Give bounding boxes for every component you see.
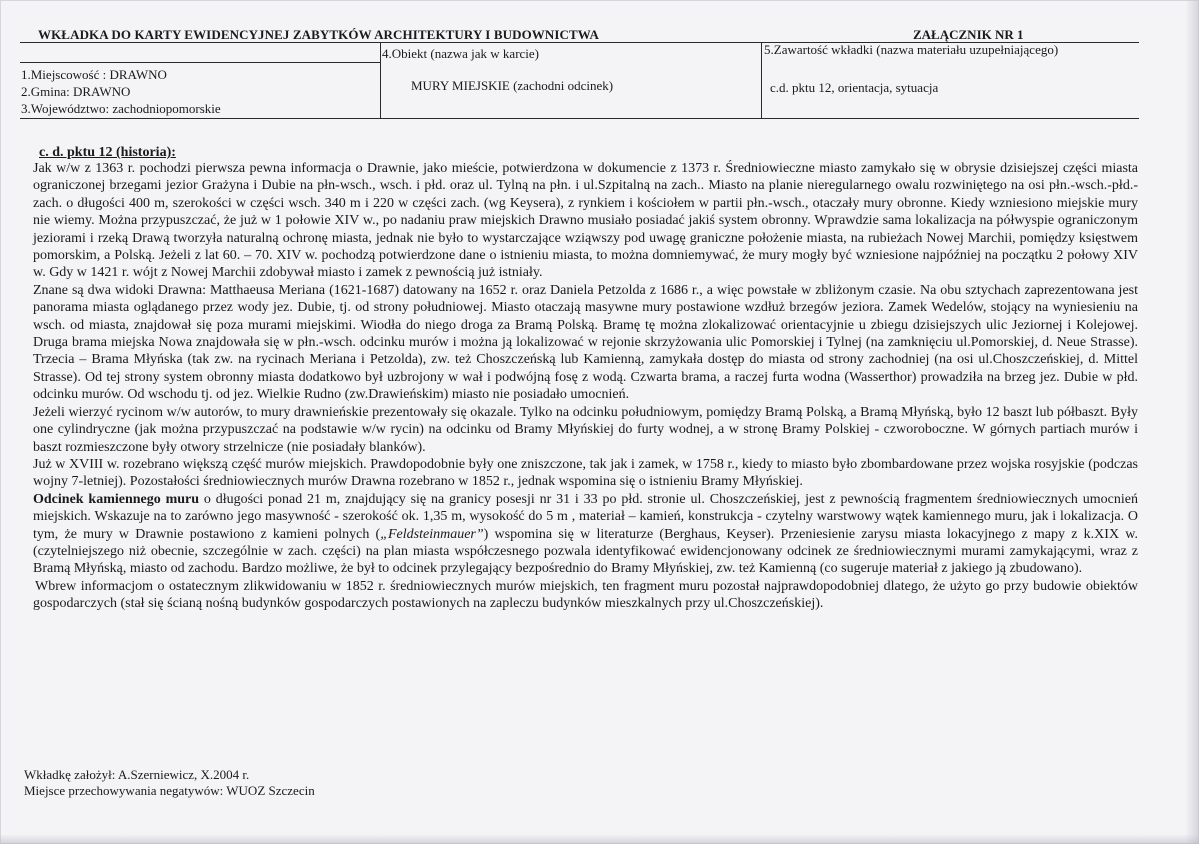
table-bottom-rule bbox=[20, 118, 1139, 119]
section-heading: c. d. pktu 12 (historia): bbox=[39, 145, 176, 160]
location-town: 1.Miejscowość : DRAWNO bbox=[21, 67, 167, 82]
paper-edge-shade bbox=[1185, 0, 1199, 844]
document-title: WKŁADKA DO KARTY EWIDENCYJNEJ ZABYTKÓW ARCHITEKTURY I BUDOWNICTWA bbox=[38, 27, 599, 42]
paragraph-engravings: Znane są dwa widoki Drawna: Matthaeusa Meriana (1621-1687) datowany na 1652 r. oraz Daniela Petzolda z 1686 r., a więc powstałe w zbliżonym czasie. Na obu sztychach zaprezentowana jest panorama miasta oglądanego przez wody jez. Dubie, tj. od strony południowej. Miasto otaczają masywne mury postawione wzdłuż brzegów jeziora. Zamek Wedelów, stojący na wyniesieniu na wsch. od miasta, znajdował się poza murami miejskimi. Wiodła do niego droga za Bramą Polską. Bramę tę można zlokalizować orientacyjnie u zbiegu dzisiejszych ulic Jeziornej i Kolejowej. Druga brama miejska Nowa znajdowała się w płn.-wsch. odcinku murów i można ją lokalizować w rejonie skrzyżowania ulic Pomorskiej i Tylnej (na zamknięciu ul.Pomorskiej, d. Neue Strasse). Trzecia – Brama Młyńska (tak zw. na rycinach Meriana i Petzolda), zw. też Choszczeńską lub Kamienną, zamykała dostęp do miasta od strony zachodniej (na osi ul.Choszczeńskiej, d. Mittel Strasse). Od tej strony system obronny miasta dodatkowo był uzbrojony w wał i podwójną fosę z wodą. Czwarta brama, a raczej furta wodna (Wasserthor) prowadziła na brzeg jez. Dubie w płd. odcinku murów. Od wschodu tj. od jez. Wielkie Rudno (zw.Drawieńskim) miasto nie posiadało umocnień. bbox=[33, 282, 1138, 403]
paragraph-stone-wall bbox=[33, 491, 1138, 578]
paragraph-demolition: Już w XVIII w. rozebrano większą część murów miejskich. Prawdopodobnie były one zniszczone, tak jak i zamek, w 1758 r., kiedy to miasto było zbombardowane przez wojska rosyjskie (podczas wojny 7-letniej). Pozostałości średniowiecznych murów Drawna rozebrano w 1852 r., jednak wspomina się o istnieniu Bramy Młyńskiej. bbox=[33, 456, 1138, 490]
location-cell-rule bbox=[20, 62, 381, 63]
footer-author: Wkładkę założył: A.Szerniewicz, X.2004 r. bbox=[24, 767, 250, 782]
object-label: 4.Obiekt (nazwa jak w karcie) bbox=[382, 46, 540, 61]
paragraph-early-history: Jak w/w z 1363 r. pochodzi pierwsza pewna informacja o Drawnie, jako mieście, potwierdzona w dokumencie z 1373 r. Średniowieczne miasto zamykało się w obrysie dzisiejszej części miasta ograniczonej brzegami jezior Grażyna i Dubie na płn-wsch., wsch. i płd. oraz ul. Tylną na płn. i ul.Szpitalną na zach.. Miasto na planie nieregularnego owalu rozwiniętego na osi płn.-wsch.-płd.-zach. o długości 400 m, szerokości w części wsch. 340 m i 220 w części zach. (wg Keysera), z rynkiem i kościołem w partii płn.-wsch., otaczały mury obronne. Kiedy wzniesiono miejskie mury nie wiemy. Można przypuszczać, że już w 1 połowie XIV w., po nadaniu praw miejskich Drawno musiało posiadać jakiś system obronny. Wprawdzie sama lokalizacja na półwyspie ograniczonym jeziorami i rzeką Drawą tworzyła naturalną ochronę miasta, jednak nie było to wystarczające wziąwszy pod uwagę graniczne położenie miasta, na rubieżach Nowej Marchii, pomiędzy księstwem pomorskim, a Polską. Jeżeli z lat 60. – 70. XIV w. pochodzą potwierdzone dane o istnieniu miasta, to można domniemywać, że mury mogły być wzniesione najpóźniej na początku 2 połowy XIV w. Gdy w 1421 r. wójt z Nowej Marchii zdobywał miasto i zamek z pewnością już istniały. bbox=[33, 161, 1138, 281]
contents-value: c.d. pktu 12, orientacja, sytuacja bbox=[770, 80, 939, 95]
stone-wall-text-a: o długości ponad 21 m, znajdujący się na granicy posesji nr 31 i 33 po płd. stronie ul. Choszczeńskiej, jest z pewnością fragmentem średniowiecznych umocnień miejskich. Wskazuje na to zarówno jego masywność - szerokość ok. 1,35 m, wysokość do 5 m , materiał – kamień, konstrukcja - czytelny warstwowy wątek kamiennego muru, jak i lokalizacja. O tym, że mury w Drawnie postawiono z kamieni polnych ( bbox=[33, 491, 1138, 542]
stone-wall-term: „Feldsteinmauer” bbox=[380, 526, 484, 542]
annex-label: ZAŁĄCZNIK NR 1 bbox=[913, 27, 1024, 42]
location-commune: 2.Gmina: DRAWNO bbox=[21, 84, 131, 99]
history-text bbox=[33, 160, 1138, 613]
object-value: MURY MIEJSKIE (zachodni odcinek) bbox=[411, 78, 614, 93]
stone-wall-text-b: ) wspomina się w literaturze (Berghaus, Keyser). Przeniesienie zarysu miasta lokacyjnego z mapy z k.XIX w. (czytelniejszego niż obecnie, szczególnie w zach. części) na plan miasta współczesnego pozwala identyfikować ewidencjonowany odcinek ze średniowiecznymi murami zamykającymi, wraz z Bramą Młyńską, miasto od zachodu. Bardzo możliwe, że był to odcinek przylegający bezpośrednio do Bramy Młyńskiej, zw. też Kamienną (co sugeruje materiał z jakiego ją zbudowano). bbox=[33, 526, 1138, 577]
table-divider-right bbox=[761, 42, 762, 119]
paper-bottom-shade bbox=[0, 834, 1199, 844]
paragraph-survival: Wbrew informacjom o ostatecznym zlikwidowaniu w 1852 r. średniowiecznych murów miejskich, ten fragment muru pozostał najprawdopodobniej dlatego, że użyto go przy budowie obiektów gospodarczych (stał się ścianą nośną budynków gospodarczych postawionych na zapleczu budynków mieszkalnych przy ul.Choszczeńskiej). bbox=[33, 578, 1138, 612]
contents-label: 5.Zawartość wkładki (nazwa materiału uzupełniającego) bbox=[764, 42, 1059, 57]
stone-wall-heading: Odcinek kamiennego muru bbox=[33, 491, 200, 507]
location-voivodeship: 3.Województwo: zachodniopomorskie bbox=[21, 101, 221, 116]
table-divider-left bbox=[380, 42, 381, 119]
footer-storage: Miejsce przechowywania negatywów: WUOZ Szczecin bbox=[24, 783, 315, 798]
paragraph-towers: Jeżeli wierzyć rycinom w/w autorów, to mury drawnieńskie prezentowały się okazale. Tylko na odcinku południowym, pomiędzy Bramą Polską, a Bramą Młyńską, było 12 baszt lub półbaszt. Były one cylindryczne (jak można przypuszczać na podstawie w/w rycin) na odcinku od Bramy Młyńskiej do furty wodnej, a w stronę Bramy Polskiej - czworoboczne. W górnych partiach murów i baszt rozmieszczone były otwory strzelnicze (nie posiadały blanków). bbox=[33, 404, 1138, 455]
